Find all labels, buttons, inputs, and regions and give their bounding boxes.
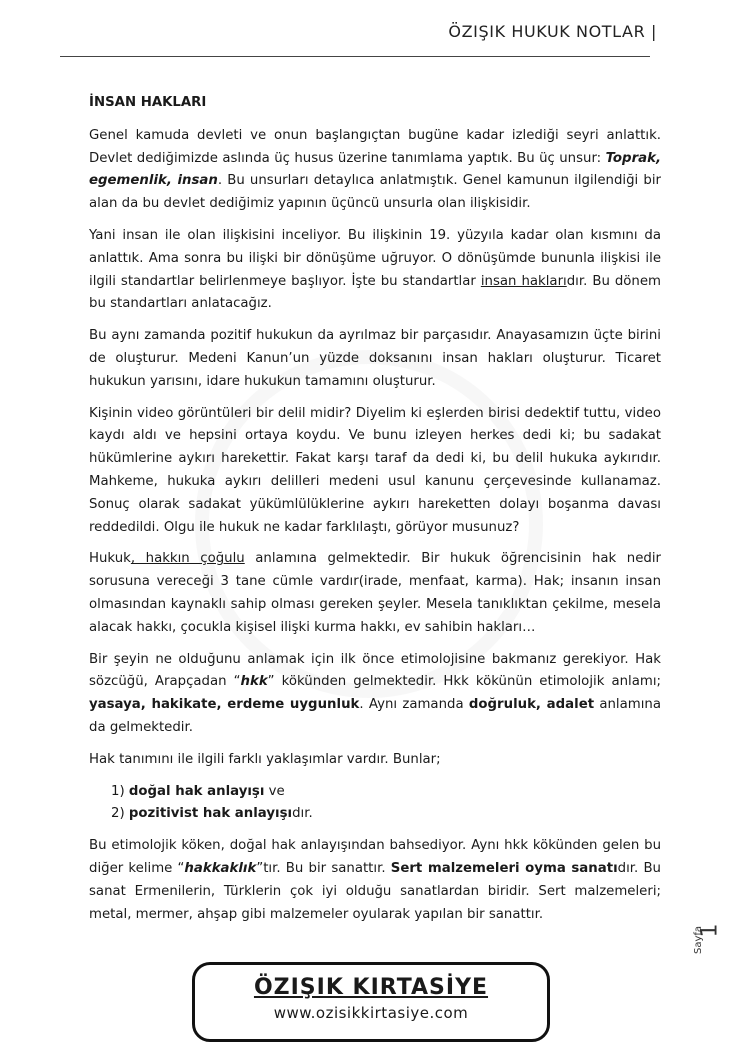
p1-text-c: . Bu unsurları detaylıca anlatmıştık. Genel kamunun ilgilendiği bir alan da bu devlet dediğimiz yapının üçüncü unsurla olan ilişkisidir. (89, 173, 661, 212)
page-number (693, 918, 723, 974)
approaches-list (89, 781, 661, 827)
paragraph-5 (89, 548, 661, 639)
paragraph-4: Kişinin video görüntüleri bir delil midir? Diyelim ki eşlerden birisi dedektif tuttu, video kaydı aldı ve hepsini ortaya koydu. Ve bunu izleyen herkes dedi ki; bu sadakat hükümlerine aykırı harekettir. Fakat karşı taraf da dedi ki, bu delil hukuka aykırıdır. Mahkeme, hukuka aykırı delilleri medeni usul kanunu çerçevesinde kullanamaz. Sonuç olarak sadakat yükümlülüklerine aykırı hareketten dolayı boşanma davası reddedildi. Olgu ile hukuk ne kadar farklılaştı, görüyor musunuz? (89, 405, 661, 535)
page-number-value: 1 (697, 923, 723, 938)
page-label: Sayfa (693, 925, 704, 954)
p5-text-a: Hukuk (89, 551, 131, 567)
header-title: ÖZIŞIK HUKUK NOTLAR | (448, 22, 657, 41)
paragraph-7: Hak tanımını ile ilgili farklı yaklaşımlar vardır. Bunlar; (89, 751, 441, 767)
list-item (89, 781, 661, 804)
list-rest: ve (264, 783, 285, 799)
p8-text-e: dır. Bu sanat Ermenilerin, Türklerin çok iyi olduğu sanatlardan biridir. Sert malzemeleri; metal, mermer, ahşap gibi malzemeler oyularak yapılan bir sanattır. (89, 860, 661, 922)
p2-underlined: insan hakları (480, 273, 567, 289)
p8-bold-art: Sert malzemeleri oyma sanatı (390, 860, 618, 876)
p1-emphasis: Toprak, egemenlik, insan (89, 150, 661, 189)
list-item (89, 803, 661, 826)
list-bold: pozitivist hak anlayışı (128, 806, 293, 822)
p6-text-e: . Aynı zamanda (359, 697, 469, 713)
p1-text-a: Genel kamuda devleti ve onun başlangıçtan bugüne kadar izlediği seyri anlattık. Devlet dediğimizde aslında üç husus üzerine tanımlama yaptık. Bu üç unsur: (89, 127, 661, 166)
document-body (89, 92, 661, 935)
list-number: 2) (111, 806, 125, 822)
paragraph-1 (89, 125, 661, 216)
section-title: İNSAN HAKLARI (89, 95, 207, 110)
list-bold: doğal hak anlayışı (128, 783, 265, 799)
p5-underlined: , hakkın çoğulu (130, 551, 245, 567)
p6-text-a: Bir şeyin ne olduğunu anlamak için ilk önce etimolojisine bakmanız gerekiyor. Hak sözcüğü, Arapçadan “ (89, 651, 661, 690)
p8-word: hakkaklık (184, 860, 257, 876)
footer-title: ÖZIŞIK KIRTASİYE (253, 975, 489, 1000)
paragraph-3: Bu aynı zamanda pozitif hukukun da ayrılmaz bir parçasıdır. Anayasamızın üçte birini de oluşturur. Medeni Kanun’un yüzde doksanını insan hakları oluşturur. Ticaret hukukun yarısını, idare hukukun tamamını oluşturur. (89, 328, 661, 389)
p6-text-g: anlamına da gelmektedir. (89, 697, 661, 735)
p5-text-c: anlamına gelmektedir. Bir hukuk öğrencisinin hak nedir sorusuna vereceği 3 tane cümle vardır(irade, menfaat, karma). Hak; insanın insan olmasından kaynaklı sahip olması gereken şeyler. Mesela tanıklıktan çekilme, mesela alacak hakkı, çocukla kişisel ilişki kurma hakkı, ev sahibin hakları… (89, 551, 661, 635)
p8-text-a: Bu etimolojik köken, doğal hak anlayışından bahsediyor. Aynı hkk kökünden gelen bu diğer kelime “ (89, 838, 661, 876)
list-number: 1) (111, 783, 125, 799)
p6-text-c: ” kökünden gelmektedir. Hkk kökünün etimolojik anlamı; (267, 674, 662, 690)
footer-url: www.ozisikkirtasiye.com (273, 1004, 469, 1022)
paragraph-2 (89, 225, 661, 316)
p6-bold-meaning: yasaya, hakikate, erdeme uygunluk (89, 697, 360, 713)
p2-text-a: Yani insan ile olan ilişkisini inceliyor. Bu ilişkinin 19. yüzyıla kadar olan kısmını da anlattık. Ama sonra bu ilişki bir dönüşüme uğruyor. O dönüşümde bununla ilişkisi ile ilgili standartlar belirlenmeye başlıyor. İşte bu standartlar (89, 227, 661, 289)
p6-bold-justice: doğruluk, adalet (468, 697, 595, 713)
paragraph-6 (89, 649, 661, 740)
p2-text-c: dır. Bu dönem bu standartları anlatacağız. (89, 273, 661, 312)
paragraph-8 (89, 835, 661, 926)
list-rest: dır. (292, 806, 313, 822)
header-divider (60, 56, 650, 57)
p6-root-word: hkk (240, 674, 268, 690)
p8-text-c: ”tır. Bu bir sanattır. (256, 860, 391, 876)
footer-banner (192, 962, 550, 1042)
